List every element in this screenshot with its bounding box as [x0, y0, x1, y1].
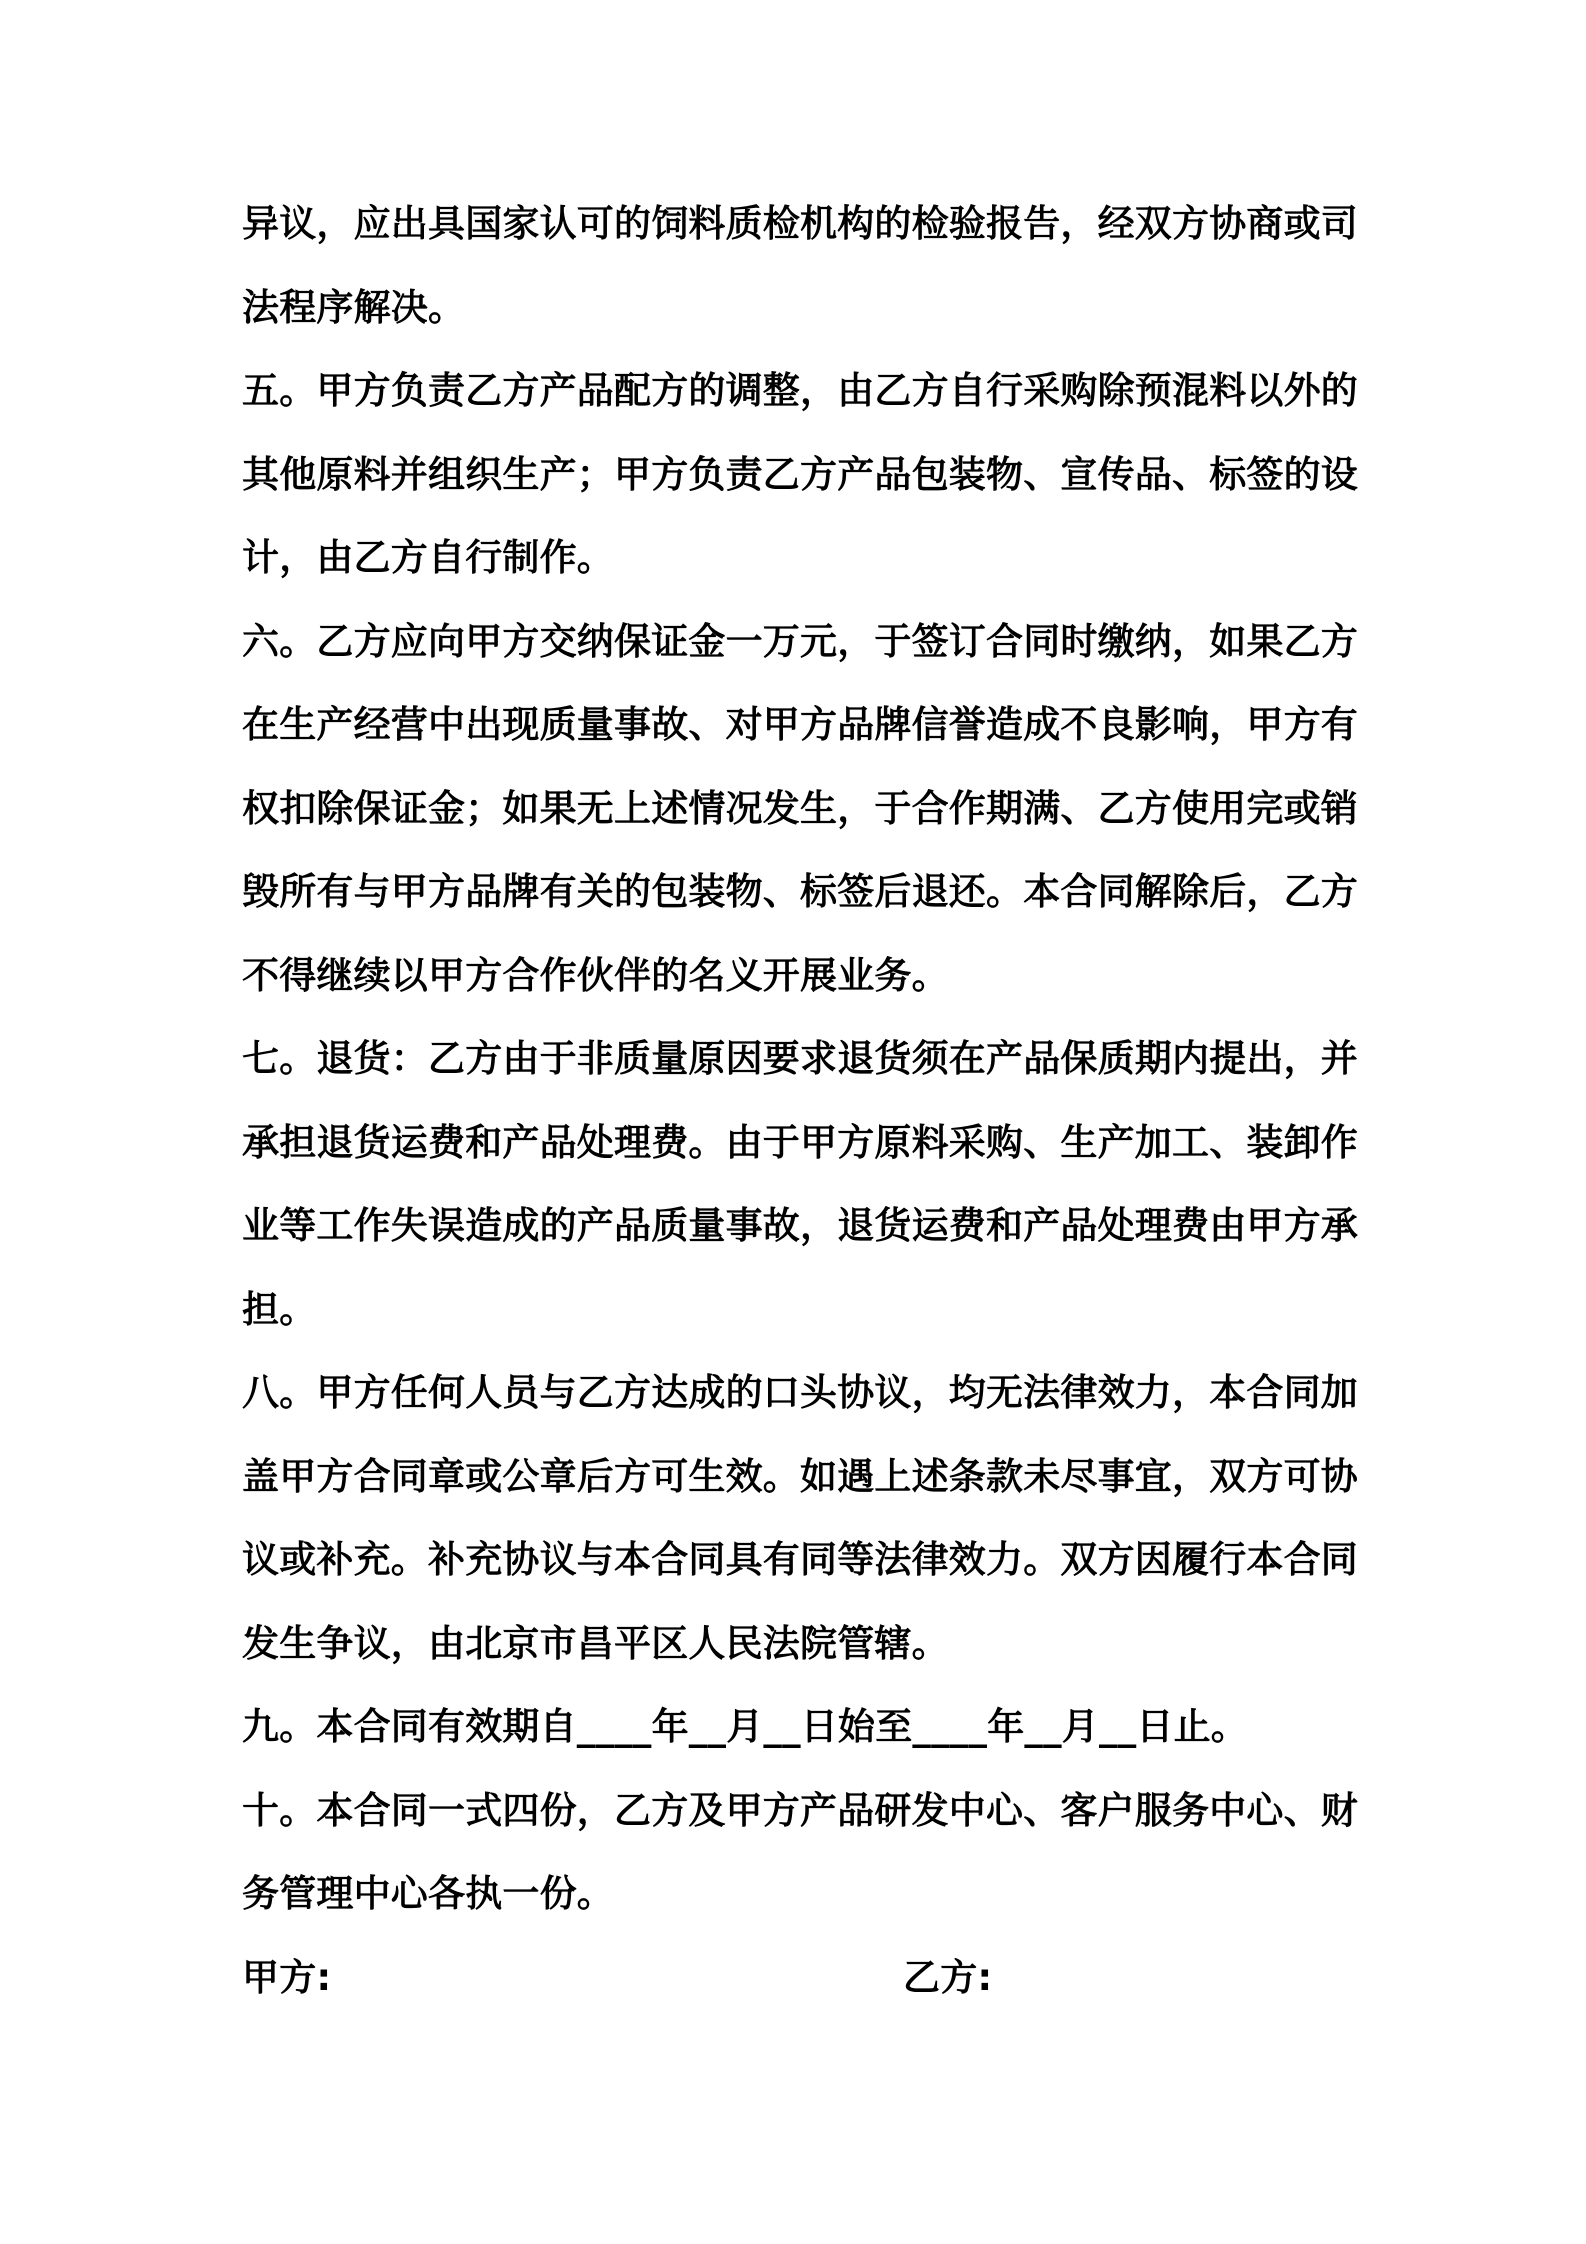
contract-line: 不得继续以甲方合作伙伴的名义开展业务。	[242, 953, 949, 997]
contract-line: 其他原料并组织生产；甲方负责乙方产品包装物、宣传品、标签的设	[242, 452, 1358, 496]
contract-line-clause-5: 五。甲方负责乙方产品配方的调整，由乙方自行采购除预混料以外的	[242, 369, 1358, 412]
party-a-label: 甲方:	[242, 1955, 332, 1999]
contract-line-clause-7: 七。退货：乙方由于非质量原因要求退货须在产品保质期内提出，并	[242, 1037, 1358, 1080]
contract-line: 权扣除保证金；如果无上述情况发生，于合作期满、乙方使用完或销	[242, 786, 1358, 830]
contract-line: 担。	[242, 1287, 317, 1331]
contract-line: 毁所有与甲方品牌有关的包装物、标签后退还。本合同解除后，乙方	[242, 870, 1358, 913]
contract-line: 承担退货运费和产品处理费。由于甲方原料采购、生产加工、装卸作	[242, 1120, 1358, 1164]
contract-line: 业等工作失误造成的产品质量事故，退货运费和产品处理费由甲方承	[242, 1204, 1358, 1247]
contract-body	[242, 182, 1360, 2019]
contract-line-clause-6: 六。乙方应向甲方交纳保证金一万元，于签订合同时缴纳，如果乙方	[242, 619, 1358, 663]
contract-line: 发生争议，由北京市昌平区人民法院管辖。	[242, 1621, 949, 1665]
contract-line: 议或补充。补充协议与本合同具有同等法律效力。双方因履行本合同	[242, 1538, 1358, 1581]
contract-line-clause-8: 八。甲方任何人员与乙方达成的口头协议，均无法律效力，本合同加	[242, 1371, 1358, 1414]
contract-line: 在生产经营中出现质量事故、对甲方品牌信誉造成不良影响，甲方有	[242, 703, 1358, 746]
contract-line: 异议，应出具国家认可的饲料质检机构的检验报告，经双方协商或司	[242, 202, 1358, 245]
signature-row	[242, 1936, 1360, 2020]
party-b-label: 乙方:	[903, 1955, 993, 1999]
contract-line-clause-9-validity-dates: 九。本合同有效期自____年__月__日始至____年__月__日止。	[242, 1705, 1248, 1748]
contract-line-clause-10: 十。本合同一式四份，乙方及甲方产品研发中心、客户服务中心、财	[242, 1788, 1358, 1832]
contract-line: 计，由乙方自行制作。	[242, 536, 614, 579]
contract-line: 务管理中心各执一份。	[242, 1872, 614, 1915]
contract-line: 法程序解决。	[242, 285, 466, 329]
contract-line: 盖甲方合同章或公章后方可生效。如遇上述条款未尽事宜，双方可协	[242, 1454, 1358, 1498]
